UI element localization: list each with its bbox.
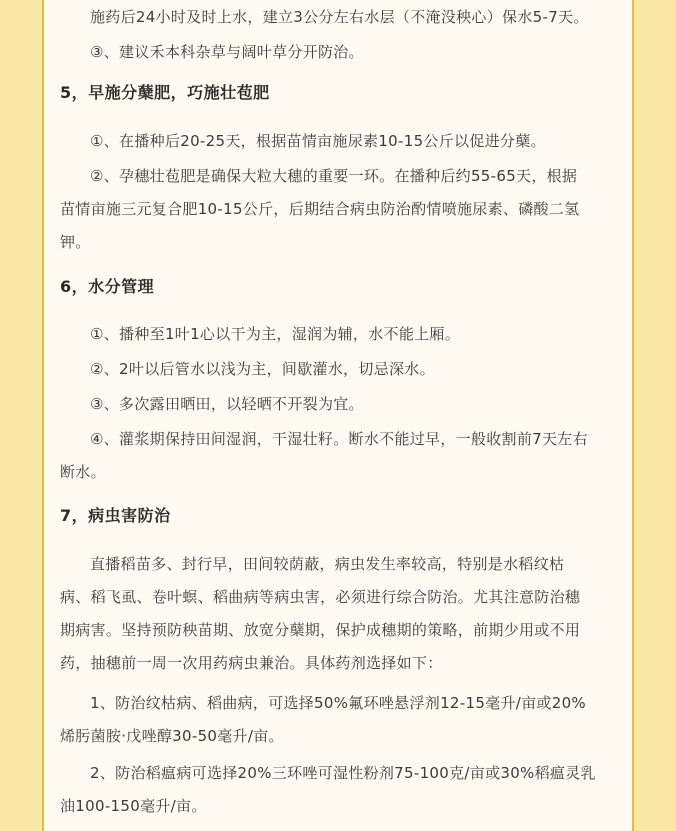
paragraph: ③、多次露田晒田，以轻晒不开裂为宜。: [90, 395, 364, 413]
section-heading: 6，水分管理: [60, 277, 155, 296]
paragraph: 直播稻苗多、封行早，田间较荫蔽，病虫发生率较高，特别是水稻纹枯 病、稻飞虱、卷叶螟、稻曲病等病虫害，必须进行综合防治。尤其注意防治穗 期病害。坚持预防秧苗期、放宽分蘖期，保护成穗期的策略，前期少用或不用 药，抽穗前一周一次用药病虫兼治。具体药剂选择如下：: [60, 555, 581, 672]
paragraph: ③、建议禾本科杂草与阔叶草分开防治。: [90, 43, 364, 61]
paragraph: ②、2叶以后管水以浅为主，间歇灌水，切忌深水。: [90, 360, 435, 378]
left-border: [42, 0, 44, 831]
paragraph: ②、孕穗壮苞肥是确保大粒大穗的重要一环。在播种后约55-65天，根据 苗情亩施三元复合肥10-15公斤，后期结合病虫防治酌情喷施尿素、磷酸二氢 钾。: [60, 167, 580, 251]
paragraph: 2、防治稻瘟病可选择20%三环唑可湿性粉剂75-100克/亩或30%稻瘟灵乳 油100-150毫升/亩。: [60, 764, 596, 815]
paragraph: ①、播种至1叶1心以干为主，湿润为辅，水不能上厢。: [90, 325, 461, 343]
paragraph: ④、灌浆期保持田间湿润，干湿壮籽。断水不能过早，一般收割前7天左右 断水。: [60, 430, 588, 481]
section-heading: 5，早施分蘖肥，巧施壮苞肥: [60, 83, 270, 102]
paragraph: 1、防治纹枯病、稻曲病，可选择50%氟环唑悬浮剂12-15毫升/亩或20% 烯肟菌胺·戊唑醇30-50毫升/亩。: [60, 694, 586, 745]
paragraph: ①、在播种后20-25天，根据苗情亩施尿素10-15公斤以促进分蘖。: [90, 132, 546, 150]
section-heading: 7，病虫害防治: [60, 506, 171, 525]
paragraph: 施药后24小时及时上水，建立3公分左右水层（不淹没秧心）保水5-7天。: [90, 8, 589, 26]
